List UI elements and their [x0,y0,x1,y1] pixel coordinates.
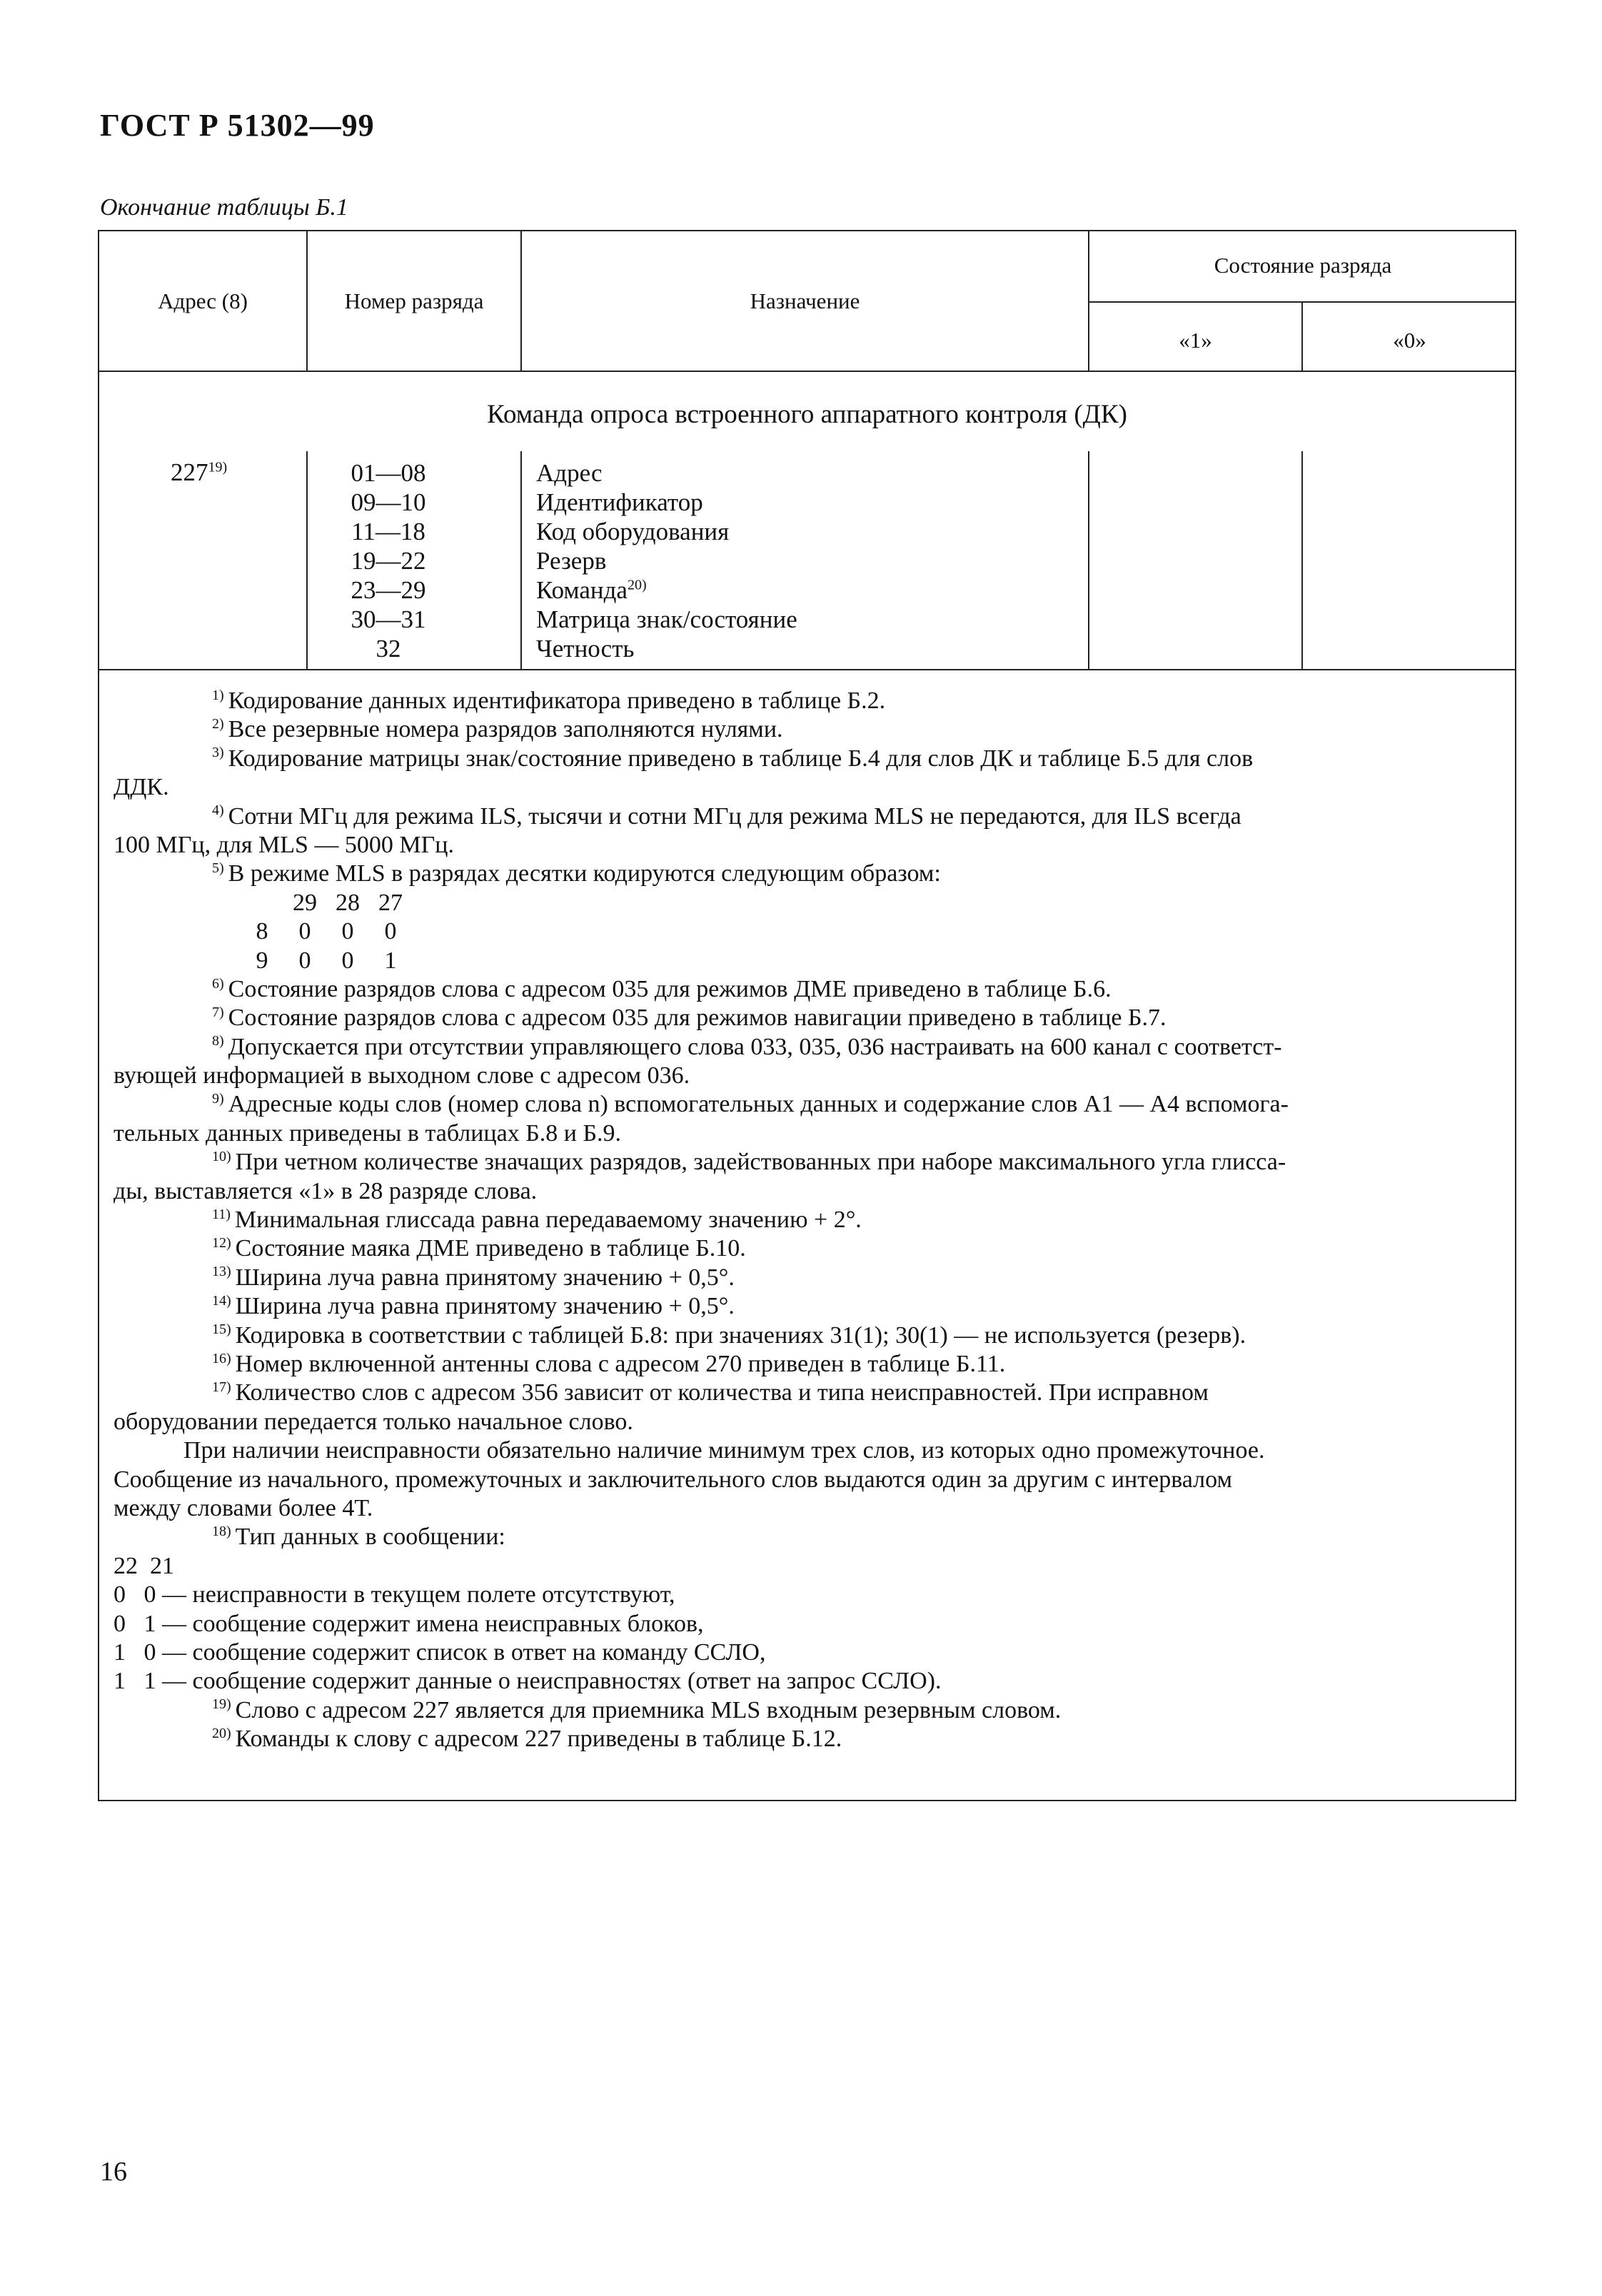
footnote-14: $^{14)}$ Ширина луча равна принятому значению + 0,5°. [212,1292,735,1320]
table-cell: Адрес [536,459,603,487]
footnote-16: $^{16)}$ Номер включенной антенны слова с адресом 270 приведен в таблице Б.11. [212,1350,1006,1377]
table-cell: 01—08 [351,459,426,487]
row-divider [1088,301,1516,303]
header-bottom-line [99,371,1516,372]
document-id: ГОСТ Р 51302—99 [100,108,375,143]
footnote-11: $^{11)}$ Минимальная глиссада равна передаваемому значению + 2°. [212,1206,862,1234]
footnote-9-cont: тельных данных приведены в таблицах Б.8 и Б.9. [114,1119,621,1147]
footnote-18-item: 1 1 — сообщение содержит данные о неисправностях (ответ на запрос ССЛО). [114,1668,942,1695]
footnote-15: $^{15)}$ Кодировка в соответствии с таблицей Б.8: при значениях 31(1); 30(1) — не используется (резерв). [212,1321,1246,1349]
header-state-one: «1» [1179,328,1212,353]
footnote-13: $^{13)}$ Ширина луча равна принятому значению + 0,5°. [212,1264,735,1291]
col-divider [1088,451,1089,669]
table-cell: Четность [536,635,635,663]
footnote-2: $^{2)}$ Все резервные номера разрядов заполняются нулями. [212,716,783,743]
footnote-8-cont: вующей информацией в выходном слове с адресом 036. [114,1062,690,1089]
footnote-18-item: 0 1 — сообщение содержит имена неисправных блоков, [114,1610,704,1637]
footnote-12: $^{12)}$ Состояние маяка ДМЕ приведено в таблице Б.10. [212,1235,746,1262]
footnote-4-cont: 100 МГц, для MLS — 5000 МГц. [114,831,454,858]
table-cell: Идентификатор [536,488,703,516]
footnote-ref: 20) [627,577,647,593]
bit-number-column [306,458,470,663]
footnote-17-para: Сообщение из начального, промежуточных и заключительного слов выдаются один за другим с интервалом [114,1466,1233,1493]
header-state-zero: «0» [1393,328,1426,353]
table-cell: 32 [376,635,401,663]
table-cell: Команда$^{20)}$ [536,576,647,604]
footnote-17: $^{17)}$ Количество слов с адресом 356 зависит от количества и типа неисправностей. При исправном [212,1379,1209,1406]
code-grid-row: 9 0 0 1 [256,947,397,974]
footnote-6: $^{6)}$ Состояние разрядов слова с адресом 035 для режимов ДМЕ приведено в таблице Б.6. [212,975,1112,1002]
footnote-17-para: При наличии неисправности обязательно наличие минимум трех слов, из которых одно промежуточное. [183,1437,1265,1464]
footnote-7: $^{7)}$ Состояние разрядов слова с адресом 035 для режимов навигации приведено в таблице Б.7. [212,1004,1167,1032]
header-purpose: Назначение [750,288,860,313]
footnote-9: $^{9)}$ Адресные коды слов (номер слова n) вспомогательных данных и содержание слов А1 — А4 вспомога- [212,1091,1289,1118]
purpose-column [536,458,797,663]
footnote-18-header: 22 21 [114,1552,174,1579]
footnote-19: $^{19)}$ Слово с адресом 227 является для приемника MLS входным резервным словом. [212,1696,1062,1723]
header-bit-state: Состояние разряда [1214,253,1392,278]
table-cell: 09—10 [351,488,426,516]
table-cell: 30—31 [351,605,426,633]
table-cell: Резерв [536,547,607,575]
footnote-3-cont: ДДК. [114,774,169,801]
table-cell: 19—22 [351,547,426,575]
footnote-17-cont: оборудовании передается только начальное слово. [114,1408,633,1435]
footnote-1: $^{1)}$ Кодирование данных идентификатора приведено в таблице Б.2. [212,687,886,714]
table-b1-end [98,230,1516,1801]
body-bottom-line [99,669,1516,670]
header-address: Адрес (8) [158,288,248,313]
footnote-ref: 19) [208,459,228,475]
header-bit-number: Номер разряда [344,288,484,313]
footnote-10-cont: ды, выставляется «1» в 28 разряде слова. [114,1177,538,1204]
section-title: Команда опроса встроенного аппаратного контроля (ДК) [487,400,1127,429]
code-grid-row: 29 28 27 [293,889,403,916]
table-cell: Матрица знак/состояние [536,605,797,633]
footnote-8: $^{8)}$ Допускается при отсутствии управляющего слова 033, 035, 036 настраивать на 600 канал с соответст- [212,1033,1282,1060]
footnote-20: $^{20)}$ Команды к слову с адресом 227 приведены в таблице Б.12. [212,1725,842,1753]
footnote-3: $^{3)}$ Кодирование матрицы знак/состояние приведено в таблице Б.4 для слов ДК и таблице Б.5 для слов [212,745,1254,772]
footnote-5: $^{5)}$ В режиме MLS в разрядах десятки кодируются следующим образом: [212,860,941,887]
footnote-4: $^{4)}$ Сотни МГц для режима ILS, тысячи и сотни МГц для режима MLS не передаются, для ILS всегда [212,802,1241,830]
footnote-10: $^{10)}$ При четном количестве значащих разрядов, задействованных при наборе максимального угла глисса- [212,1148,1286,1176]
table-cell: Код оборудования [536,518,730,545]
word-address: 227$^{19)}$ [171,458,228,486]
code-grid-row: 8 0 0 0 [256,918,397,945]
footnote-18: $^{18)}$ Тип данных в сообщении: [212,1524,505,1551]
table-cell: 23—29 [351,576,426,604]
page-number: 16 [100,2157,127,2187]
col-divider [1301,451,1303,669]
table-cell: 11—18 [351,518,425,545]
footnotes [114,687,1498,1753]
col-divider [520,451,522,669]
footnote-18-item: 1 0 — сообщение содержит список в ответ на команду ССЛО, [114,1638,766,1666]
table-caption: Окончание таблицы Б.1 [100,194,348,221]
footnote-17-para: между словами более 4Т. [114,1494,373,1521]
footnote-18-item: 0 0 — неисправности в текущем полете отсутствуют, [114,1581,675,1608]
